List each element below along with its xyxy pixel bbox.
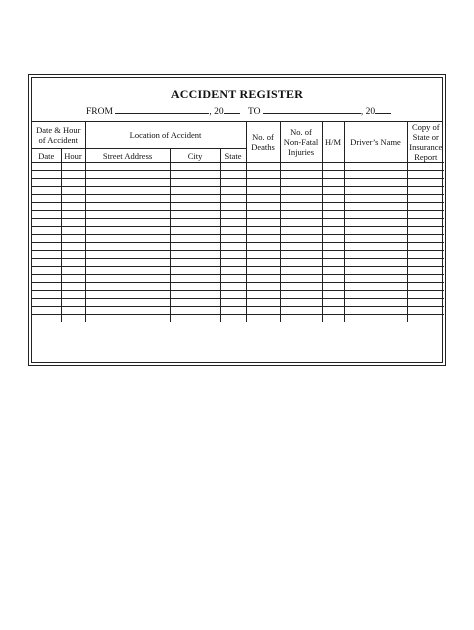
cell-state[interactable] bbox=[220, 315, 246, 323]
cell-deaths[interactable] bbox=[246, 211, 280, 219]
subheader-street: Street Address bbox=[85, 149, 170, 163]
cell-state[interactable] bbox=[220, 283, 246, 291]
cell-date[interactable] bbox=[32, 211, 61, 219]
cell-state[interactable] bbox=[220, 211, 246, 219]
cell-injuries[interactable] bbox=[280, 291, 322, 299]
cell-injuries[interactable] bbox=[280, 267, 322, 275]
cell-date[interactable] bbox=[32, 243, 61, 251]
cell-street[interactable] bbox=[85, 259, 170, 267]
subheader-hour: Hour bbox=[61, 149, 85, 163]
cell-hm[interactable] bbox=[322, 195, 344, 203]
table-row bbox=[32, 267, 444, 275]
cell-deaths[interactable] bbox=[246, 307, 280, 315]
cell-driver[interactable] bbox=[344, 187, 407, 195]
cell-state[interactable] bbox=[220, 307, 246, 315]
cell-city[interactable] bbox=[170, 235, 220, 243]
form-header bbox=[32, 78, 442, 122]
cell-state[interactable] bbox=[220, 163, 246, 171]
table-row bbox=[32, 283, 444, 291]
cell-driver[interactable] bbox=[344, 251, 407, 259]
cell-driver[interactable] bbox=[344, 315, 407, 323]
cell-date[interactable] bbox=[32, 219, 61, 227]
cell-date[interactable] bbox=[32, 291, 61, 299]
cell-deaths[interactable] bbox=[246, 195, 280, 203]
cell-state[interactable] bbox=[220, 267, 246, 275]
header-location: Location of Accident bbox=[85, 122, 246, 149]
cell-city[interactable] bbox=[170, 291, 220, 299]
cell-injuries[interactable] bbox=[280, 315, 322, 323]
cell-date[interactable] bbox=[32, 179, 61, 187]
cell-city[interactable] bbox=[170, 187, 220, 195]
register-body bbox=[32, 163, 444, 323]
cell-hm[interactable] bbox=[322, 315, 344, 323]
cell-deaths[interactable] bbox=[246, 227, 280, 235]
cell-injuries[interactable] bbox=[280, 179, 322, 187]
cell-driver[interactable] bbox=[344, 275, 407, 283]
cell-date[interactable] bbox=[32, 195, 61, 203]
cell-hour[interactable] bbox=[61, 187, 85, 195]
cell-copy[interactable] bbox=[407, 251, 444, 259]
cell-state[interactable] bbox=[220, 195, 246, 203]
cell-city[interactable] bbox=[170, 315, 220, 323]
cell-city[interactable] bbox=[170, 163, 220, 171]
cell-date[interactable] bbox=[32, 227, 61, 235]
cell-hour[interactable] bbox=[61, 243, 85, 251]
table-row bbox=[32, 275, 444, 283]
cell-copy[interactable] bbox=[407, 275, 444, 283]
cell-date[interactable] bbox=[32, 251, 61, 259]
cell-hm[interactable] bbox=[322, 283, 344, 291]
header-driver-name: Driver’s Name bbox=[344, 122, 407, 163]
cell-deaths[interactable] bbox=[246, 275, 280, 283]
cell-date[interactable] bbox=[32, 163, 61, 171]
cell-injuries[interactable] bbox=[280, 211, 322, 219]
cell-injuries[interactable] bbox=[280, 227, 322, 235]
cell-street[interactable] bbox=[85, 179, 170, 187]
cell-hm[interactable] bbox=[322, 251, 344, 259]
cell-street[interactable] bbox=[85, 219, 170, 227]
cell-street[interactable] bbox=[85, 283, 170, 291]
cell-hour[interactable] bbox=[61, 267, 85, 275]
table-row bbox=[32, 235, 444, 243]
cell-street[interactable] bbox=[85, 251, 170, 259]
cell-copy[interactable] bbox=[407, 283, 444, 291]
cell-city[interactable] bbox=[170, 307, 220, 315]
cell-city[interactable] bbox=[170, 267, 220, 275]
cell-hour[interactable] bbox=[61, 307, 85, 315]
cell-injuries[interactable] bbox=[280, 163, 322, 171]
subheader-city: City bbox=[170, 149, 220, 163]
accident-register-form bbox=[28, 74, 446, 366]
cell-hour[interactable] bbox=[61, 163, 85, 171]
cell-date[interactable] bbox=[32, 283, 61, 291]
cell-street[interactable] bbox=[85, 243, 170, 251]
cell-injuries[interactable] bbox=[280, 307, 322, 315]
cell-state[interactable] bbox=[220, 203, 246, 211]
cell-hm[interactable] bbox=[322, 243, 344, 251]
cell-deaths[interactable] bbox=[246, 259, 280, 267]
cell-date[interactable] bbox=[32, 235, 61, 243]
cell-street[interactable] bbox=[85, 211, 170, 219]
from-date-blank[interactable] bbox=[115, 105, 209, 114]
table-row bbox=[32, 243, 444, 251]
cell-deaths[interactable] bbox=[246, 291, 280, 299]
table-row bbox=[32, 219, 444, 227]
cell-copy[interactable] bbox=[407, 235, 444, 243]
cell-state[interactable] bbox=[220, 259, 246, 267]
header-deaths: No. of Deaths bbox=[246, 122, 280, 163]
cell-deaths[interactable] bbox=[246, 315, 280, 323]
cell-deaths[interactable] bbox=[246, 219, 280, 227]
cell-injuries[interactable] bbox=[280, 171, 322, 179]
cell-copy[interactable] bbox=[407, 227, 444, 235]
cell-driver[interactable] bbox=[344, 227, 407, 235]
cell-deaths[interactable] bbox=[246, 171, 280, 179]
cell-injuries[interactable] bbox=[280, 203, 322, 211]
cell-driver[interactable] bbox=[344, 267, 407, 275]
cell-city[interactable] bbox=[170, 219, 220, 227]
cell-street[interactable] bbox=[85, 267, 170, 275]
cell-date[interactable] bbox=[32, 187, 61, 195]
cell-street[interactable] bbox=[85, 315, 170, 323]
cell-deaths[interactable] bbox=[246, 283, 280, 291]
cell-state[interactable] bbox=[220, 227, 246, 235]
cell-copy[interactable] bbox=[407, 203, 444, 211]
cell-hour[interactable] bbox=[61, 195, 85, 203]
cell-date[interactable] bbox=[32, 259, 61, 267]
from-year-prefix: , 20 bbox=[209, 107, 224, 117]
cell-hm[interactable] bbox=[322, 203, 344, 211]
cell-copy[interactable] bbox=[407, 259, 444, 267]
cell-city[interactable] bbox=[170, 283, 220, 291]
from-label: FROM bbox=[86, 107, 113, 117]
cell-injuries[interactable] bbox=[280, 275, 322, 283]
cell-city[interactable] bbox=[170, 251, 220, 259]
cell-deaths[interactable] bbox=[246, 203, 280, 211]
date-range-line bbox=[86, 105, 391, 117]
cell-injuries[interactable] bbox=[280, 259, 322, 267]
cell-injuries[interactable] bbox=[280, 195, 322, 203]
cell-street[interactable] bbox=[85, 203, 170, 211]
register-table bbox=[32, 122, 444, 322]
cell-street[interactable] bbox=[85, 235, 170, 243]
cell-copy[interactable] bbox=[407, 219, 444, 227]
table-row bbox=[32, 163, 444, 171]
table-row bbox=[32, 315, 444, 323]
cell-hour[interactable] bbox=[61, 315, 85, 323]
cell-deaths[interactable] bbox=[246, 179, 280, 187]
cell-deaths[interactable] bbox=[246, 299, 280, 307]
cell-deaths[interactable] bbox=[246, 251, 280, 259]
to-year-prefix: , 20 bbox=[360, 107, 376, 117]
cell-street[interactable] bbox=[85, 227, 170, 235]
cell-injuries[interactable] bbox=[280, 219, 322, 227]
cell-street[interactable] bbox=[85, 291, 170, 299]
cell-state[interactable] bbox=[220, 219, 246, 227]
cell-hour[interactable] bbox=[61, 211, 85, 219]
to-year-blank[interactable] bbox=[375, 105, 391, 114]
cell-hour[interactable] bbox=[61, 171, 85, 179]
cell-date[interactable] bbox=[32, 275, 61, 283]
from-year-blank[interactable] bbox=[224, 105, 240, 114]
table-row bbox=[32, 299, 444, 307]
cell-date[interactable] bbox=[32, 315, 61, 323]
to-label: TO bbox=[247, 107, 261, 117]
table-row bbox=[32, 227, 444, 235]
form-title: ACCIDENT REGISTER bbox=[170, 87, 304, 101]
cell-city[interactable] bbox=[170, 243, 220, 251]
cell-hour[interactable] bbox=[61, 291, 85, 299]
cell-street[interactable] bbox=[85, 187, 170, 195]
cell-hour[interactable] bbox=[61, 275, 85, 283]
cell-state[interactable] bbox=[220, 235, 246, 243]
table-row bbox=[32, 259, 444, 267]
header-injuries: No. of Non-Fatal Injuries bbox=[280, 122, 322, 163]
cell-driver[interactable] bbox=[344, 259, 407, 267]
cell-injuries[interactable] bbox=[280, 235, 322, 243]
cell-hm[interactable] bbox=[322, 179, 344, 187]
cell-city[interactable] bbox=[170, 171, 220, 179]
cell-state[interactable] bbox=[220, 171, 246, 179]
cell-hm[interactable] bbox=[322, 235, 344, 243]
cell-copy[interactable] bbox=[407, 171, 444, 179]
cell-driver[interactable] bbox=[344, 171, 407, 179]
cell-street[interactable] bbox=[85, 299, 170, 307]
cell-driver[interactable] bbox=[344, 203, 407, 211]
cell-hm[interactable] bbox=[322, 171, 344, 179]
cell-injuries[interactable] bbox=[280, 283, 322, 291]
header-date-hour: Date & Hour of Accident bbox=[32, 122, 85, 149]
cell-copy[interactable] bbox=[407, 211, 444, 219]
cell-hm[interactable] bbox=[322, 211, 344, 219]
cell-hour[interactable] bbox=[61, 283, 85, 291]
cell-hm[interactable] bbox=[322, 219, 344, 227]
cell-city[interactable] bbox=[170, 299, 220, 307]
cell-city[interactable] bbox=[170, 179, 220, 187]
cell-driver[interactable] bbox=[344, 291, 407, 299]
cell-state[interactable] bbox=[220, 275, 246, 283]
cell-date[interactable] bbox=[32, 267, 61, 275]
cell-state[interactable] bbox=[220, 179, 246, 187]
cell-copy[interactable] bbox=[407, 187, 444, 195]
cell-driver[interactable] bbox=[344, 211, 407, 219]
cell-city[interactable] bbox=[170, 203, 220, 211]
cell-injuries[interactable] bbox=[280, 243, 322, 251]
cell-copy[interactable] bbox=[407, 315, 444, 323]
cell-copy[interactable] bbox=[407, 195, 444, 203]
cell-hm[interactable] bbox=[322, 187, 344, 195]
table-row bbox=[32, 195, 444, 203]
cell-hour[interactable] bbox=[61, 179, 85, 187]
cell-hour[interactable] bbox=[61, 227, 85, 235]
cell-copy[interactable] bbox=[407, 179, 444, 187]
cell-state[interactable] bbox=[220, 251, 246, 259]
cell-date[interactable] bbox=[32, 299, 61, 307]
cell-hm[interactable] bbox=[322, 163, 344, 171]
cell-city[interactable] bbox=[170, 275, 220, 283]
cell-copy[interactable] bbox=[407, 307, 444, 315]
cell-hour[interactable] bbox=[61, 299, 85, 307]
cell-copy[interactable] bbox=[407, 291, 444, 299]
cell-city[interactable] bbox=[170, 211, 220, 219]
cell-city[interactable] bbox=[170, 195, 220, 203]
cell-city[interactable] bbox=[170, 227, 220, 235]
cell-hm[interactable] bbox=[322, 259, 344, 267]
cell-hour[interactable] bbox=[61, 259, 85, 267]
cell-injuries[interactable] bbox=[280, 299, 322, 307]
cell-driver[interactable] bbox=[344, 283, 407, 291]
cell-hour[interactable] bbox=[61, 219, 85, 227]
header-hm: H/M bbox=[322, 122, 344, 163]
cell-state[interactable] bbox=[220, 291, 246, 299]
cell-hour[interactable] bbox=[61, 235, 85, 243]
cell-copy[interactable] bbox=[407, 299, 444, 307]
cell-street[interactable] bbox=[85, 275, 170, 283]
table-row bbox=[32, 187, 444, 195]
cell-state[interactable] bbox=[220, 187, 246, 195]
cell-injuries[interactable] bbox=[280, 251, 322, 259]
cell-deaths[interactable] bbox=[246, 267, 280, 275]
cell-driver[interactable] bbox=[344, 195, 407, 203]
cell-injuries[interactable] bbox=[280, 187, 322, 195]
table-row bbox=[32, 291, 444, 299]
cell-driver[interactable] bbox=[344, 179, 407, 187]
cell-state[interactable] bbox=[220, 243, 246, 251]
cell-driver[interactable] bbox=[344, 163, 407, 171]
table-row bbox=[32, 179, 444, 187]
cell-hm[interactable] bbox=[322, 307, 344, 315]
cell-date[interactable] bbox=[32, 171, 61, 179]
subheader-date: Date bbox=[32, 149, 61, 163]
cell-driver[interactable] bbox=[344, 299, 407, 307]
cell-hm[interactable] bbox=[322, 275, 344, 283]
cell-hour[interactable] bbox=[61, 251, 85, 259]
cell-driver[interactable] bbox=[344, 307, 407, 315]
cell-driver[interactable] bbox=[344, 243, 407, 251]
cell-date[interactable] bbox=[32, 203, 61, 211]
header-copy-report: Copy of State or Insurance Report bbox=[407, 122, 444, 163]
cell-city[interactable] bbox=[170, 259, 220, 267]
cell-hm[interactable] bbox=[322, 227, 344, 235]
table-row bbox=[32, 211, 444, 219]
table-row bbox=[32, 251, 444, 259]
cell-street[interactable] bbox=[85, 195, 170, 203]
cell-hm[interactable] bbox=[322, 299, 344, 307]
to-date-blank[interactable] bbox=[263, 105, 361, 114]
cell-driver[interactable] bbox=[344, 235, 407, 243]
cell-hour[interactable] bbox=[61, 203, 85, 211]
cell-hm[interactable] bbox=[322, 291, 344, 299]
cell-deaths[interactable] bbox=[246, 163, 280, 171]
cell-deaths[interactable] bbox=[246, 243, 280, 251]
cell-street[interactable] bbox=[85, 307, 170, 315]
cell-copy[interactable] bbox=[407, 267, 444, 275]
cell-driver[interactable] bbox=[344, 219, 407, 227]
form-inner-border bbox=[31, 77, 443, 363]
cell-street[interactable] bbox=[85, 163, 170, 171]
cell-state[interactable] bbox=[220, 299, 246, 307]
table-row bbox=[32, 307, 444, 315]
subheader-state: State bbox=[220, 149, 246, 163]
cell-copy[interactable] bbox=[407, 243, 444, 251]
cell-hm[interactable] bbox=[322, 267, 344, 275]
cell-date[interactable] bbox=[32, 307, 61, 315]
table-row bbox=[32, 171, 444, 179]
cell-deaths[interactable] bbox=[246, 187, 280, 195]
cell-copy[interactable] bbox=[407, 163, 444, 171]
table-row bbox=[32, 203, 444, 211]
cell-deaths[interactable] bbox=[246, 235, 280, 243]
cell-street[interactable] bbox=[85, 171, 170, 179]
